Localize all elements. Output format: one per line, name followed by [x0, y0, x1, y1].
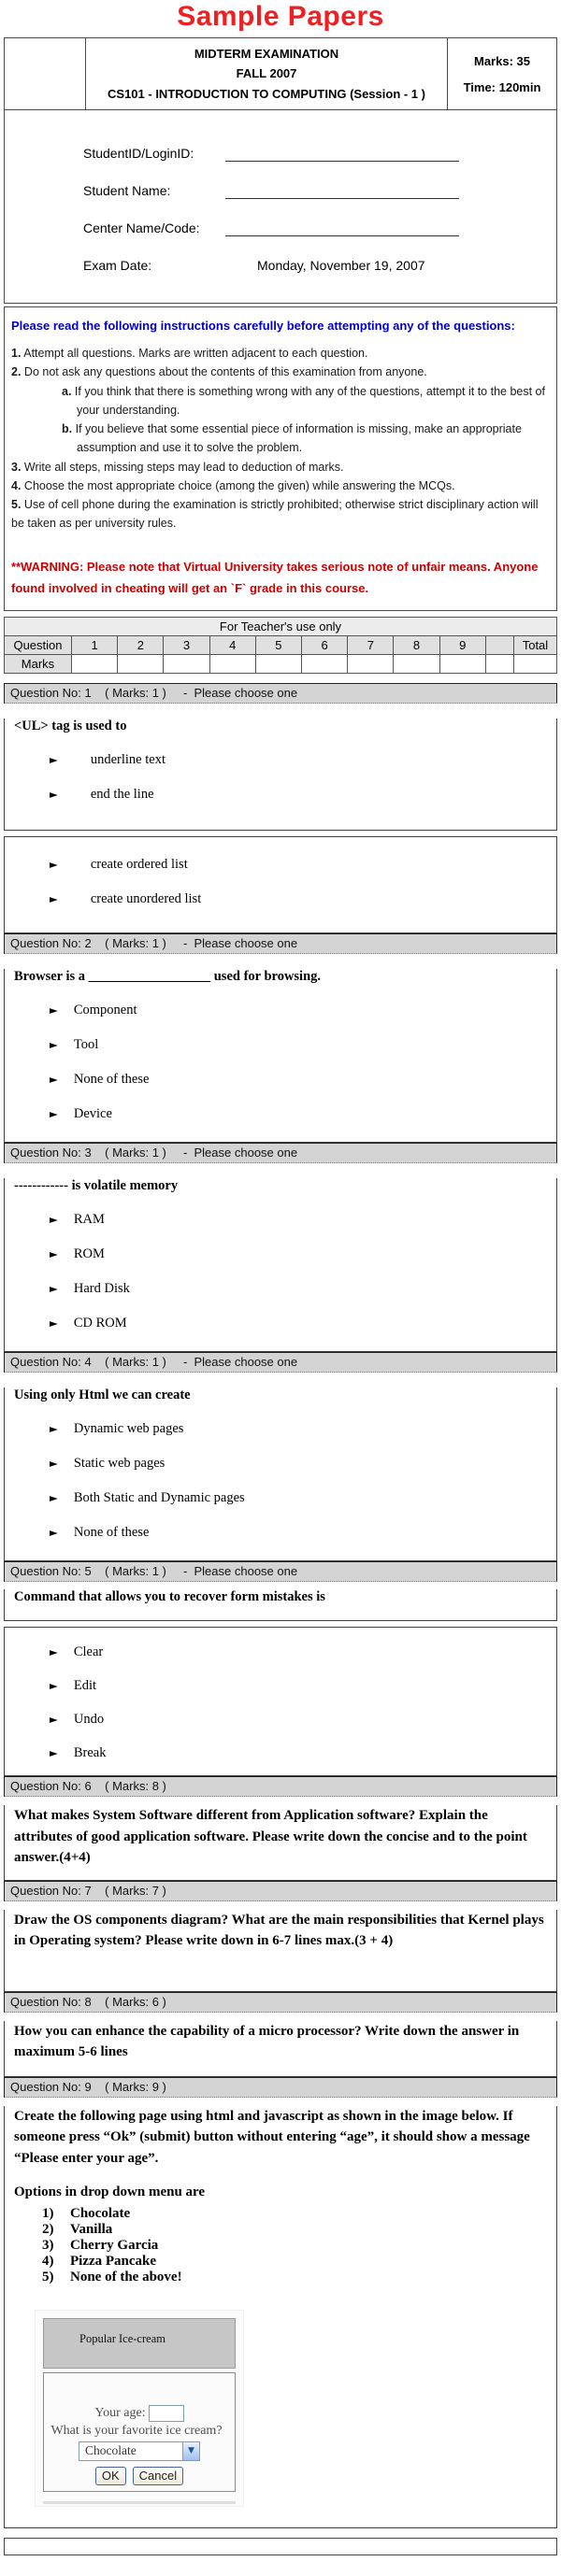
- mcq-option: [14, 1489, 547, 1507]
- exam-title-line2: FALL 2007: [236, 66, 297, 81]
- header-empty-cell: [5, 38, 86, 109]
- question-text: Command that allows you to recover form mistakes is: [14, 1589, 325, 1605]
- ice-cream-select[interactable]: [79, 2441, 200, 2461]
- teacher-table-marks-cell: [513, 655, 556, 674]
- option-bullet-icon: ►: [50, 1491, 58, 1505]
- question-8-body: [4, 2021, 557, 2077]
- teacher-table-marks-cell: [394, 655, 439, 674]
- exam-time: Time: 120min: [463, 79, 541, 94]
- option-bullet-icon: ►: [50, 753, 58, 767]
- question-6-body: [4, 1805, 557, 1881]
- mcq-option: [14, 1071, 547, 1089]
- instructions-box: [4, 306, 557, 611]
- marks-time-cell: [447, 38, 556, 109]
- instruction-item: 3. Write all steps, missing steps may lead to deduction of marks.: [11, 460, 344, 474]
- teacher-table-question-number: Total: [513, 636, 556, 655]
- option-label: Undo: [73, 1712, 105, 1728]
- question-text: Using only Html we can create: [14, 1388, 191, 1403]
- teacher-table-question-number: 2: [118, 636, 164, 655]
- field-label: Center Name/Code:: [83, 221, 200, 235]
- question-5-body: [4, 1589, 557, 1621]
- option-label: Device: [73, 1106, 112, 1122]
- question-text: <UL> tag is used to: [14, 719, 127, 734]
- question-text: Draw the OS components diagram? What are the main responsibilities that Kernel plays in Operating system? Please write down in 6-7 lines max.(3 + 4): [14, 1912, 544, 1949]
- mcq-option: [14, 1315, 547, 1332]
- option-label: Tool: [73, 1037, 99, 1053]
- mcq-option: [14, 1105, 547, 1123]
- teacher-table-question-number: 5: [255, 636, 301, 655]
- favorite-label: What is your favorite ice cream?: [50, 2423, 223, 2438]
- student-info-row: [5, 146, 556, 183]
- option-bullet-icon: ►: [50, 1746, 58, 1760]
- option-bullet-icon: ►: [50, 1213, 58, 1227]
- option-label: underline text: [90, 752, 165, 768]
- exam-title-line1: MIDTERM EXAMINATION: [194, 47, 339, 62]
- questions-section: [0, 683, 561, 2077]
- exam-title-line3: CS101 - INTRODUCTION TO COMPUTING (Session - 1 ): [108, 86, 425, 101]
- teacher-table-question-number: 6: [302, 636, 348, 655]
- dropdown-menu-title: Options in drop down menu are: [14, 2185, 206, 2200]
- mcq-option: [14, 1036, 547, 1054]
- age-label: Your age:: [94, 2406, 146, 2421]
- option-label: ROM: [73, 1246, 105, 1262]
- option-label: Hard Disk: [73, 1281, 130, 1297]
- question-1-body-cont: [4, 836, 557, 933]
- teacher-table-marks-cell: [348, 655, 394, 674]
- dropdown-option-item: 2) Vanilla: [42, 2221, 113, 2237]
- option-bullet-icon: ►: [50, 1107, 58, 1121]
- option-bullet-icon: ►: [50, 1645, 58, 1659]
- mcq-option: [14, 1420, 547, 1438]
- mcq-option: [14, 1711, 547, 1729]
- instruction-item: 2. Do not ask any questions about the contents of this examination from anyone.: [11, 365, 427, 379]
- teacher-table-marks-cell: [164, 655, 209, 674]
- mcq-option: [14, 1211, 547, 1229]
- teacher-table-question-number: 3: [164, 636, 209, 655]
- ok-button[interactable]: OK: [95, 2467, 126, 2485]
- student-info-row: [5, 221, 556, 258]
- question-5-header: Question No: 5 ( Marks: 1 ) - Please choose one: [4, 1561, 557, 1582]
- teacher-table-marks-cell: [72, 655, 118, 674]
- mcq-option: [14, 1677, 547, 1695]
- dropdown-option-item: 3) Cherry Garcia: [42, 2237, 159, 2253]
- teacher-table-question-number: 4: [209, 636, 255, 655]
- option-bullet-icon: ►: [50, 1282, 58, 1296]
- student-info-row: [5, 258, 556, 295]
- teacher-table-marks-row: [5, 655, 557, 674]
- option-label: Break: [73, 1745, 107, 1761]
- option-label: Both Static and Dynamic pages: [73, 1490, 245, 1506]
- teacher-table-question-row: [5, 636, 557, 655]
- marks-row-label: Marks: [5, 655, 72, 674]
- dropdown-option-item: 4) Pizza Pancake: [42, 2253, 157, 2269]
- instruction-item: a. If you think that there is something wrong with any of the questions, attempt it to the best of your understanding.: [62, 384, 545, 417]
- form-buttons: [44, 2467, 235, 2485]
- option-label: Static web pages: [73, 1456, 165, 1472]
- teacher-table-marks-cell: [485, 655, 513, 674]
- empty-section-box: [4, 2538, 557, 2555]
- mcq-option: [14, 1245, 547, 1263]
- student-info-box: [4, 110, 557, 304]
- question-row-label: Question: [5, 636, 72, 655]
- option-label: Edit: [73, 1678, 97, 1694]
- option-bullet-icon: ►: [50, 1316, 58, 1331]
- mcq-option: [14, 1455, 547, 1473]
- form-title-bar: [43, 2318, 236, 2369]
- question-1-header: Question No: 1 ( Marks: 1 ) - Please choose one: [4, 683, 557, 704]
- mcq-option: [14, 856, 547, 874]
- option-bullet-icon: ►: [50, 1247, 58, 1261]
- instruction-item: 4. Choose the most appropriate choice (among the given) while answering the MCQs.: [11, 478, 455, 492]
- teacher-table-question-number: 8: [394, 636, 439, 655]
- option-label: Component: [73, 1003, 137, 1018]
- question-4-header: Question No: 4 ( Marks: 1 ) - Please choose one: [4, 1352, 557, 1373]
- option-label: Dynamic web pages: [73, 1421, 184, 1437]
- total-marks: Marks: 35: [474, 53, 530, 68]
- teacher-table-question-number: [485, 636, 513, 655]
- teacher-table-marks-cell: [209, 655, 255, 674]
- instruction-item: 1. Attempt all questions. Marks are written adjacent to each question.: [11, 347, 368, 361]
- select-value: Chocolate: [85, 2442, 137, 2457]
- field-label: StudentID/LoginID:: [83, 146, 194, 161]
- age-row: [44, 2405, 235, 2424]
- option-label: RAM: [73, 1212, 105, 1228]
- option-label: Clear: [73, 1644, 104, 1660]
- option-label: CD ROM: [73, 1316, 127, 1331]
- teacher-table-question-number: 7: [348, 636, 394, 655]
- cancel-button[interactable]: Cancel: [133, 2467, 183, 2485]
- option-bullet-icon: ►: [50, 788, 58, 802]
- option-bullet-icon: ►: [50, 892, 58, 906]
- question-3-header: Question No: 3 ( Marks: 1 ) - Please choose one: [4, 1143, 557, 1163]
- mcq-option: [14, 751, 547, 769]
- mcq-option: [14, 1644, 547, 1661]
- option-bullet-icon: ►: [50, 858, 58, 872]
- instructions-list: [11, 344, 550, 534]
- question-3-body: [4, 1178, 557, 1352]
- option-bullet-icon: ►: [50, 1526, 58, 1540]
- dropdown-option-item: 1) Chocolate: [42, 2205, 131, 2221]
- question-2-header: Question No: 2 ( Marks: 1 ) - Please choose one: [4, 933, 557, 954]
- mcq-option: [14, 1524, 547, 1542]
- option-bullet-icon: ►: [50, 1003, 58, 1018]
- teacher-use-table: [4, 617, 557, 674]
- question-text: Create the following page using html and javascript as shown in the image below. If someone press “Ok” (submit) button without entering “age”, it should show a message “Please enter your age”.: [14, 2108, 530, 2166]
- teacher-table-marks-cell: [255, 655, 301, 674]
- field-label: Exam Date:: [83, 258, 152, 273]
- option-bullet-icon: ►: [50, 1679, 58, 1693]
- teacher-table-marks-cell: [302, 655, 348, 674]
- question-8-header: Question No: 8 ( Marks: 6 ): [4, 1992, 557, 2013]
- mcq-option: [14, 1744, 547, 1762]
- age-input[interactable]: [149, 2405, 184, 2422]
- teacher-table-marks-cell: [118, 655, 164, 674]
- form-screenshot: [35, 2310, 244, 2507]
- form-title: Popular Ice-cream: [79, 2331, 165, 2345]
- question-9-header: Question No: 9 ( Marks: 9 ): [4, 2077, 557, 2098]
- dropdown-option-item: 5) None of the above!: [42, 2269, 182, 2284]
- option-label: None of these: [73, 1525, 150, 1541]
- teacher-table-title: For Teacher's use only: [5, 618, 557, 636]
- warning-text: **WARNING: Please note that Virtual University takes serious note of unfair means. Anyone found involved in cheating will get an `F` grade in this course.: [11, 559, 539, 595]
- question-4-body: [4, 1388, 557, 1561]
- question-9-body: [4, 2106, 557, 2528]
- question-7-body: [4, 1910, 557, 1992]
- exam-title-cell: [86, 38, 447, 109]
- option-label: end the line: [90, 787, 154, 803]
- question-6-header: Question No: 6 ( Marks: 8 ): [4, 1776, 557, 1797]
- write-in-line: [225, 221, 459, 236]
- teacher-table-marks-cell: [439, 655, 485, 674]
- mcq-option: [14, 890, 547, 908]
- question-text: Browser is a __________________ used for browsing.: [14, 969, 322, 985]
- teacher-table-question-number: 9: [439, 636, 485, 655]
- teacher-table-question-number: 1: [72, 636, 118, 655]
- option-bullet-icon: ►: [50, 1073, 58, 1087]
- question-2-body: [4, 969, 557, 1143]
- instruction-item: b. If you believe that some essential piece of information is missing, make an appropriate assumption and use it to solve the problem.: [62, 422, 522, 455]
- option-bullet-icon: ►: [50, 1713, 58, 1727]
- divider: [43, 2501, 236, 2504]
- option-label: None of these: [73, 1072, 150, 1088]
- form-body: [43, 2372, 236, 2492]
- instructions-heading: Please read the following instructions carefully before attempting any of the questions:: [11, 319, 515, 333]
- question-5-body-cont: [4, 1627, 557, 1776]
- instruction-item: 5. Use of cell phone during the examination is strictly prohibited; otherwise strict disciplinary action will be taken as per university rules.: [11, 498, 539, 531]
- page-title: Sample Papers: [177, 1, 384, 32]
- field-value: Monday, November 19, 2007: [257, 258, 425, 273]
- question-text: How you can enhance the capability of a micro processor? Write down the answer in maximum 5-6 lines: [14, 2023, 520, 2060]
- dropdown-arrow-icon[interactable]: ▼: [182, 2442, 199, 2460]
- question-1-body: [4, 719, 557, 831]
- question-7-header: Question No: 7 ( Marks: 7 ): [4, 1881, 557, 1901]
- student-info-row: [5, 183, 556, 221]
- mcq-option: [14, 786, 547, 804]
- question-text: ------------ is volatile memory: [14, 1178, 179, 1194]
- mcq-option: [14, 1280, 547, 1298]
- question-text: What makes System Software different from Application software? Explain the attributes of good application software. Please write down the concise and to the point answer.(4+4): [14, 1808, 527, 1866]
- option-bullet-icon: ►: [50, 1422, 58, 1436]
- option-label: create unordered list: [90, 891, 202, 907]
- write-in-line: [225, 146, 459, 162]
- option-label: create ordered list: [90, 857, 188, 873]
- dropdown-options-list: [14, 2206, 547, 2285]
- write-in-line: [225, 183, 459, 199]
- option-bullet-icon: ►: [50, 1457, 58, 1471]
- field-label: Student Name:: [83, 183, 171, 198]
- exam-header-table: [4, 37, 557, 110]
- option-bullet-icon: ►: [50, 1038, 58, 1052]
- mcq-option: [14, 1002, 547, 1019]
